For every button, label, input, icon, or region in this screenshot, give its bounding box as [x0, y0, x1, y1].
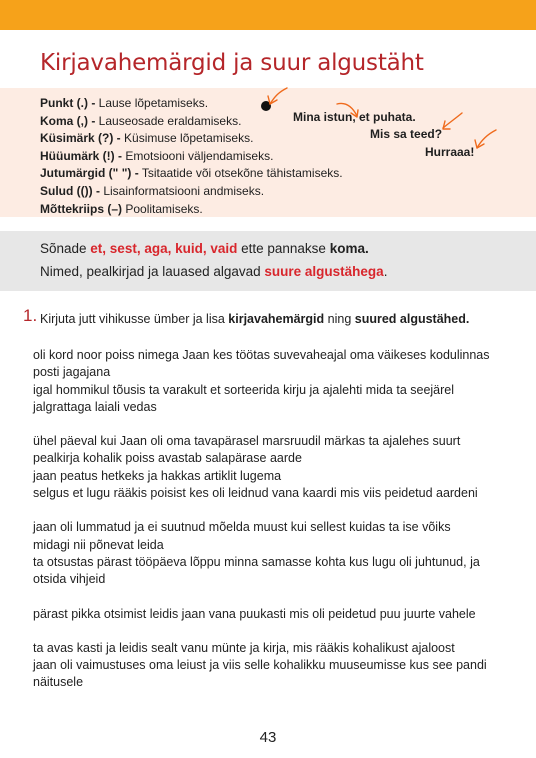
example-exclamation-sentence: Hurraaa! — [425, 145, 475, 159]
example-question-sentence: Mis sa teed? — [370, 127, 443, 141]
text-line: posti jagajana — [33, 365, 111, 380]
exercise-instruction: Kirjuta jutt vihikusse ümber ja lisa kirjavahemärgid ning suured algustähed. — [40, 312, 470, 326]
page-number: 43 — [259, 729, 277, 746]
punctuation-item-exclamation: Hüüumärk (!) - Emotsiooni väljendamiseks. — [40, 148, 274, 163]
page-title: Kirjavahemärgid ja suur algustäht — [40, 50, 424, 76]
text-line: ta otsustas pärast tööpäeva lõppu minna samasse kohta kus lugu oli juhtunud, ja — [33, 554, 480, 569]
text-line: jaan peatus hetkeks ja hakkas artiklit lugema — [33, 468, 282, 483]
punctuation-item-quotes: Jutumärgid (" ") - Tsitaatide või otsekõne tähistamiseks. — [40, 166, 343, 181]
text-line: jaan oli lummatud ja ei suutnud mõelda muust kui sellest kuidas ta ise võiks — [33, 520, 451, 535]
text-line: selgus et lugu rääkis poisist kes oli leidnud vana kaardi mis viis peidetud aardeni — [33, 486, 478, 501]
punctuation-item-question: Küsimärk (?) - Küsimuse lõpetamiseks. — [40, 131, 254, 146]
rule-comma: Sõnade et, sest, aga, kuid, vaid ette pannakse koma. — [40, 241, 369, 256]
example-comma-sentence: Mina istun, et puhata. — [293, 110, 416, 124]
text-line: pealkirja kohalik poiss avastab salapärase aarde — [33, 451, 302, 466]
exercise-number: 1. — [23, 306, 38, 325]
punctuation-item-comma: Koma (,) - Lauseosade eraldamiseks. — [40, 113, 242, 128]
text-line: oli kord noor poiss nimega Jaan kes töötas suvevaheajal oma väikeses kodulinnas — [33, 348, 490, 362]
text-line: jaan oli vaimustuses oma leiust ja viis selle kohalikku muuseumisse kus see pandi — [33, 658, 487, 673]
top-accent-bar — [0, 0, 536, 30]
text-line: ühel päeval kui Jaan oli oma tavapärasel marsruudil märkas ta ajalehes suurt — [33, 434, 461, 449]
exercise-text — [33, 347, 503, 692]
text-line: igal hommikul tõusis ta varakult et sorteerida kirju ja ajalehti mida ta seejärel — [33, 382, 455, 397]
text-line: midagi nii põnevat leida — [33, 537, 164, 552]
text-line: otsida vihjeid — [33, 572, 106, 587]
text-line: näitusele — [33, 675, 84, 690]
rule-capital-letter: Nimed, pealkirjad ja lauased algavad suure algustähega. — [40, 264, 388, 279]
punctuation-item-period: Punkt (.) - Lause lõpetamiseks. — [40, 96, 209, 110]
period-dot-icon — [261, 101, 271, 111]
text-line: pärast pikka otsimist leidis jaan vana puukasti mis oli peidetud puu juurte vahele — [33, 606, 476, 621]
punctuation-item-parentheses: Sulud (()) - Lisainformatsiooni andmiseks. — [40, 183, 265, 198]
punctuation-item-dash: Mõttekriips (–) Poolitamiseks. — [40, 201, 203, 216]
rules-box — [0, 231, 536, 291]
text-line: ta avas kasti ja leidis sealt vanu münte ja kirja, mis rääkis kohalikust ajaloost — [33, 640, 455, 655]
text-line: jalgrattaga laiali vedas — [33, 399, 157, 414]
